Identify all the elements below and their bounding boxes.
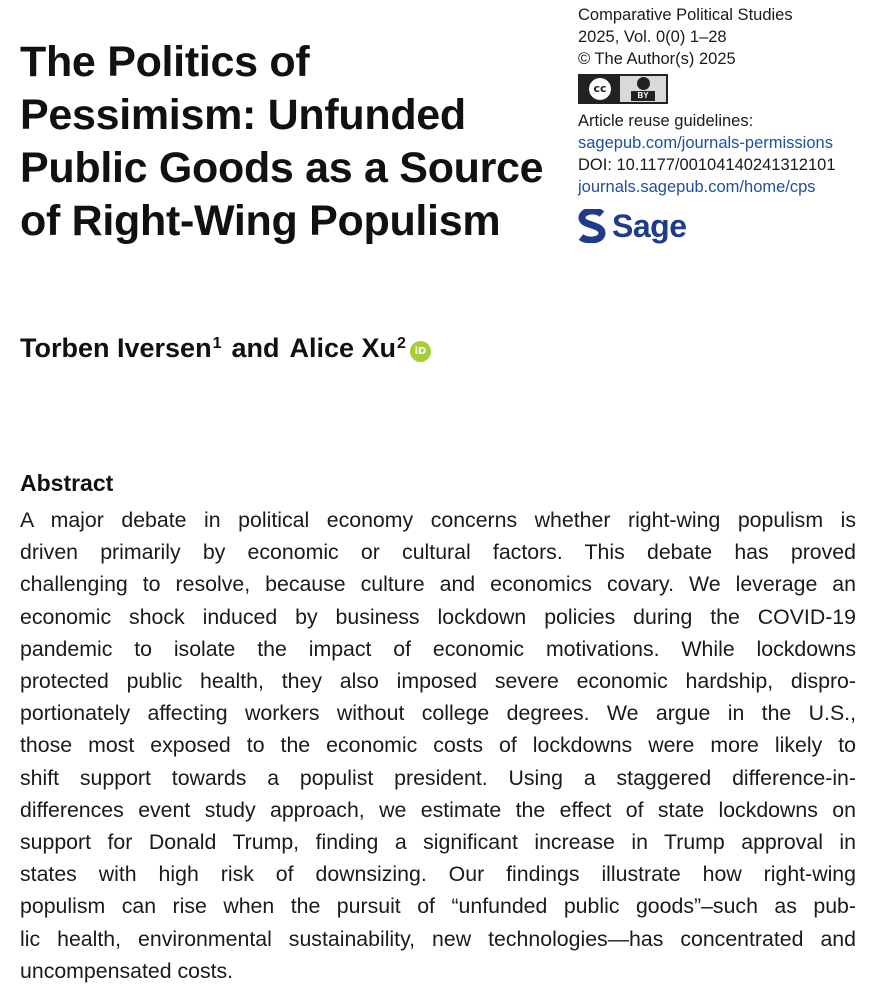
abstract-line: states with high risk of downsizing. Our findings illustrate how right-wing xyxy=(20,862,856,887)
title-line: Public Goods as a Source xyxy=(20,144,544,192)
journal-homepage-link[interactable]: journals.sagepub.com/home/cps xyxy=(578,178,816,196)
permissions-link[interactable]: sagepub.com/journals-permissions xyxy=(578,134,833,152)
title-line: The Politics of xyxy=(20,38,310,86)
person-icon xyxy=(637,77,650,90)
abstract-line: A major debate in political economy concerns whether right-wing populism is xyxy=(20,508,856,532)
abstract-line: shift support towards a populist president. Using a staggered difference-in- xyxy=(20,765,856,790)
cc-icon: cc xyxy=(580,76,620,102)
author-list xyxy=(20,333,431,364)
journal-name: Comparative Political Studies xyxy=(578,6,793,24)
affiliation-marker: 1 xyxy=(212,335,222,352)
copyright-line: © The Author(s) 2025 xyxy=(578,50,736,68)
abstract-text xyxy=(20,504,856,987)
author-name: Torben Iversen xyxy=(20,333,212,363)
journal-meta xyxy=(578,4,863,246)
abstract-line: uncompensated costs. xyxy=(20,958,234,983)
abstract-line: populism can rise when the pursuit of “unfunded public goods”–such as pub- xyxy=(20,894,856,919)
title-line: of Right-Wing Populism xyxy=(20,197,501,245)
abstract-line: those most exposed to the economic costs of lockdowns were more likely to xyxy=(20,733,856,758)
author-connector: and xyxy=(231,333,280,363)
abstract-line: portionately affecting workers without college degrees. We argue in the U.S., xyxy=(20,701,856,726)
cc-by-license-badge[interactable] xyxy=(578,74,668,104)
abstract-line: driven primarily by economic or cultural factors. This debate has proved xyxy=(20,540,856,565)
abstract-heading: Abstract xyxy=(20,470,114,496)
abstract-line: pandemic to isolate the impact of economic motivations. While lockdowns xyxy=(20,636,856,661)
abstract-line: challenging to resolve, because culture and economics covary. We leverage an xyxy=(20,572,856,597)
doi: DOI: 10.1177/00104140241312101 xyxy=(578,156,836,174)
reuse-label: Article reuse guidelines: xyxy=(578,112,754,130)
title-line: Pessimism: Unfunded xyxy=(20,91,466,139)
sage-wordmark: Sage xyxy=(612,208,687,244)
abstract-line: support for Donald Trump, finding a significant increase in Trump approval in xyxy=(20,830,856,855)
affiliation-marker: 2 xyxy=(397,335,406,352)
abstract-line: economic shock induced by business lockdown policies during the COVID-19 xyxy=(20,604,856,629)
volume-line: 2025, Vol. 0(0) 1–28 xyxy=(578,28,727,46)
abstract-line: differences event study approach, we estimate the effect of state lockdowns on xyxy=(20,797,856,822)
by-icon: BY xyxy=(620,76,666,102)
abstract-line: lic health, environmental sustainability, new technologies—has concentrated and xyxy=(20,926,856,951)
abstract-line: protected public health, they also imposed severe economic hardship, dispro- xyxy=(20,669,856,694)
author-name: Alice Xu xyxy=(289,333,397,363)
orcid-icon[interactable]: iD xyxy=(410,341,431,362)
article-title xyxy=(20,36,550,248)
sage-s-icon xyxy=(578,209,606,243)
sage-logo[interactable] xyxy=(578,206,863,246)
